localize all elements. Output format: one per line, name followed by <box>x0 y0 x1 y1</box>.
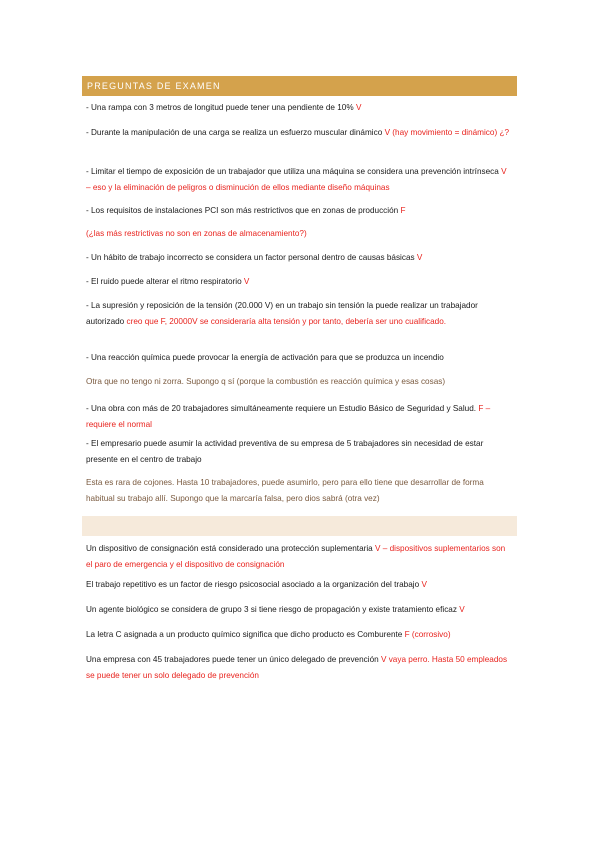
list-item: Una empresa con 45 trabajadores puede tener un único delegado de prevención V vaya perro. Hasta 50 empleados se puede tener un solo delegado de prevención <box>86 655 508 680</box>
list-item: - Un hábito de trabajo incorrecto se considera un factor personal dentro de causas básicas V <box>86 253 423 262</box>
list-item: - Una reacción química puede provocar la energía de activación para que se produzca un incendio <box>86 353 444 362</box>
list-item: El trabajo repetitivo es un factor de riesgo psicosocial asociado a la organización del trabajo V <box>86 580 427 589</box>
note: Otra que no tengo ni zorra. Supongo q sí (porque la combustión es reacción química y esas cosas) <box>86 377 446 386</box>
list-item: - El ruido puede alterar el ritmo respiratorio V <box>86 277 250 286</box>
section-divider <box>82 516 517 536</box>
list-item: - Limitar el tiempo de exposición de un trabajador que utiliza una máquina se considera una prevención intrínseca V – eso y la eliminación de peligros o disminución de ellos mediante diseño máquinas <box>86 167 507 192</box>
list-item: - Los requisitos de instalaciones PCI son más restrictivos que en zonas de producción F <box>86 206 406 215</box>
note: Esta es rara de cojones. Hasta 10 trabajadores, puede asumirlo, pero para ello tiene que desarrollar de forma habitual su trabajo allí. Supongo que la marcaría falsa, pero dios sabrá (otra vez) <box>86 478 484 503</box>
list-item: Un agente biológico se considera de grupo 3 si tiene riesgo de propagación y existe tratamiento eficaz V <box>86 605 465 614</box>
list-item: Un dispositivo de consignación está considerado una protección suplementaria V – dispositivos suplementarios son el paro de emergencia y el dispositivo de consignación <box>86 544 506 569</box>
list-item: - El empresario puede asumir la actividad preventiva de su empresa de 5 trabajadores sin necesidad de estar presente en el centro de trabajo <box>86 439 484 464</box>
list-item: La letra C asignada a un producto químico significa que dicho producto es Comburente F (corrosivo) <box>86 630 451 639</box>
list-item: - Una obra con más de 20 trabajadores simultáneamente requiere un Estudio Básico de Seguridad y Salud. F – requiere el normal <box>86 404 491 429</box>
list-item: - Durante la manipulación de una carga se realiza un esfuerzo muscular dinámico V (hay movimiento = dinámico) ¿? <box>86 128 510 137</box>
list-item: - La supresión y reposición de la tensión (20.000 V) en un trabajo sin tensión la puede realizar un trabajador autorizado creo que F, 20000V se consideraría alta tensión y por tanto, debería ser uno cualificado. <box>86 301 478 326</box>
section-title: PREGUNTAS DE EXAMEN <box>82 76 517 96</box>
list-item: - Una rampa con 3 metros de longitud puede tener una pendiente de 10% V <box>86 103 362 112</box>
list-item: (¿las más restrictivas no son en zonas de almacenamiento?) <box>86 229 307 238</box>
